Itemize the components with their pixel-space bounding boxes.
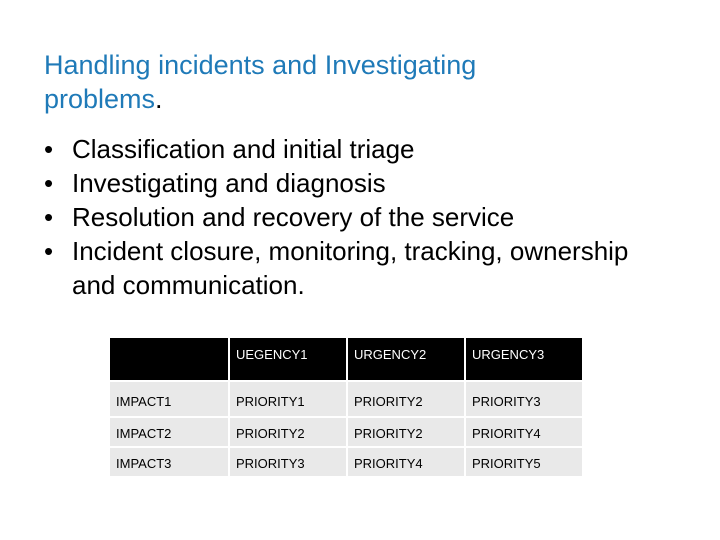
title-line-2: problems (44, 84, 156, 114)
table-row (109, 447, 583, 477)
title-period: . (155, 84, 163, 114)
bullet-icon: • (44, 202, 54, 232)
priority-matrix-table (108, 336, 584, 478)
bullet-text: Investigating and diagnosis (72, 168, 386, 198)
table-cell: PRIORITY2 (229, 417, 347, 447)
table-cell: PRIORITY1 (229, 381, 347, 417)
list-item (44, 132, 664, 166)
list-item (44, 200, 664, 234)
title-line-1: Handling incidents and Investigating (44, 50, 477, 80)
bullet-icon: • (44, 168, 54, 198)
bullet-text: Incident closure, monitoring, tracking, ownership and communication. (72, 236, 629, 300)
table-cell: PRIORITY5 (465, 447, 583, 477)
table-header-row (109, 337, 583, 381)
header-cell-urgency2: URGENCY2 (347, 337, 465, 381)
header-cell-corner (109, 337, 229, 381)
row-label-cell: IMPACT2 (109, 417, 229, 447)
bullet-icon: • (44, 236, 54, 266)
bullet-text: Resolution and recovery of the service (72, 202, 515, 232)
bullet-text: Classification and initial triage (72, 134, 415, 164)
table-cell: PRIORITY3 (465, 381, 583, 417)
table-row (109, 417, 583, 447)
table-cell: PRIORITY3 (229, 447, 347, 477)
list-item (44, 166, 664, 200)
header-cell-urgency3: URGENCY3 (465, 337, 583, 381)
list-item (44, 234, 664, 302)
slide-title (44, 48, 604, 116)
header-cell-urgency1: UEGENCY1 (229, 337, 347, 381)
table-row (109, 381, 583, 417)
table-cell: PRIORITY2 (347, 381, 465, 417)
row-label-cell: IMPACT3 (109, 447, 229, 477)
bullet-list (44, 132, 664, 302)
table-cell: PRIORITY4 (347, 447, 465, 477)
bullet-icon: • (44, 134, 54, 164)
table-cell: PRIORITY4 (465, 417, 583, 447)
table-cell: PRIORITY2 (347, 417, 465, 447)
row-label-cell: IMPACT1 (109, 381, 229, 417)
